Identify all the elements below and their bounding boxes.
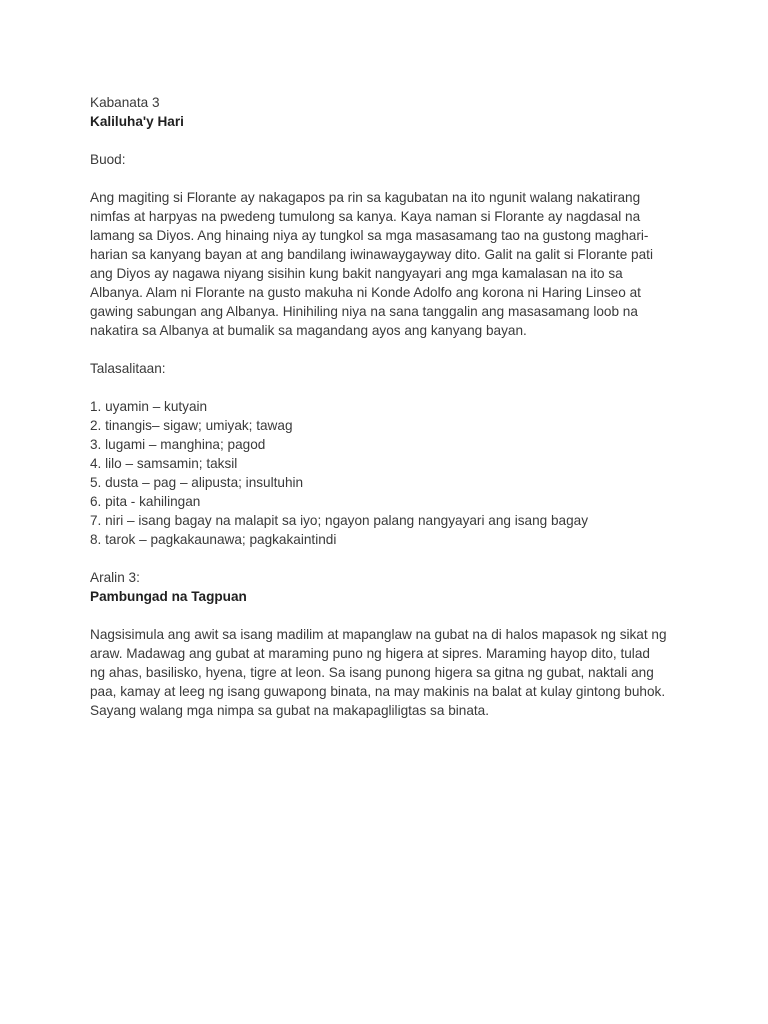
spacer <box>90 606 710 625</box>
summary-line: nimfas at harpyas na pwedeng tumulong sa kanya. Kaya naman si Florante ay nagdasal na <box>90 209 641 224</box>
summary-line: lamang sa Diyos. Ang hinaing niya ay tungkol sa mga masasamang tao na gustong maghari- <box>90 228 649 243</box>
vocab-list <box>90 397 710 549</box>
vocab-item: 1. uyamin – kutyain <box>90 399 208 414</box>
summary-line: gawing sabungan ang Albanya. Hinihiling niya na sana tanggalin ang masasamang loob na <box>90 304 638 319</box>
lesson-line: araw. Madawag ang gubat at maraming puno ng higera at sipres. Maraming hayop dito, tulad <box>90 646 650 661</box>
vocab-heading: Talasalitaan: <box>90 361 166 376</box>
lesson-paragraph <box>90 625 710 720</box>
spacer <box>90 131 710 150</box>
lesson-line: Nagsisimula ang awit sa isang madilim at mapanglaw na gubat na di halos mapasok ng sikat ng <box>90 627 667 642</box>
spacer <box>90 378 710 397</box>
summary-line: Albanya. Alam ni Florante na gusto makuha ni Konde Adolfo ang korona ni Haring Linseo at <box>90 285 641 300</box>
summary-line: nakatira sa Albanya at bumalik sa magandang ayos ang kanyang bayan. <box>90 323 527 338</box>
vocab-item: 2. tinangis– sigaw; umiyak; tawag <box>90 418 293 433</box>
spacer <box>90 340 710 359</box>
vocab-item: 7. niri – isang bagay na malapit sa iyo; ngayon palang nangyayari ang isang bagay <box>90 513 589 528</box>
vocab-item: 4. lilo – samsamin; taksil <box>90 456 238 471</box>
summary-line: Ang magiting si Florante ay nakagapos pa rin sa kagubatan na ito ngunit walang nakatirang <box>90 190 641 205</box>
summary-paragraph <box>90 188 710 340</box>
vocab-item: 5. dusta – pag – alipusta; insultuhin <box>90 475 304 490</box>
lesson-title: Pambungad na Tagpuan <box>90 589 247 604</box>
document-page <box>90 93 710 720</box>
summary-line: harian sa kanyang bayan at ang bandilang iwinawaygayway dito. Galit na galit si Florante pati <box>90 247 653 262</box>
vocab-item: 8. tarok – pagkakaunawa; pagkakaintindi <box>90 532 337 547</box>
vocab-item: 3. lugami – manghina; pagod <box>90 437 266 452</box>
vocab-item: 6. pita - kahilingan <box>90 494 201 509</box>
summary-line: ang Diyos ay nagawa niyang sisihin kung bakit nangyayari ang mga kamalasan na ito sa <box>90 266 623 281</box>
chapter-title: Kaliluha'y Hari <box>90 114 184 129</box>
chapter-label: Kabanata 3 <box>90 95 160 110</box>
lesson-line: paa, kamay at leeg ng isang guwapong binata, na may makinis na balat at kulay gintong buhok. <box>90 684 666 699</box>
spacer <box>90 169 710 188</box>
spacer <box>90 549 710 568</box>
summary-heading: Buod: <box>90 152 126 167</box>
lesson-line: ng ahas, basilisko, hyena, tigre at leon. Sa isang punong higera sa gitna ng gubat, naktali ang <box>90 665 654 680</box>
lesson-label: Aralin 3: <box>90 570 140 585</box>
lesson-line: Sayang walang mga nimpa sa gubat na makapagliligtas sa binata. <box>90 703 490 718</box>
